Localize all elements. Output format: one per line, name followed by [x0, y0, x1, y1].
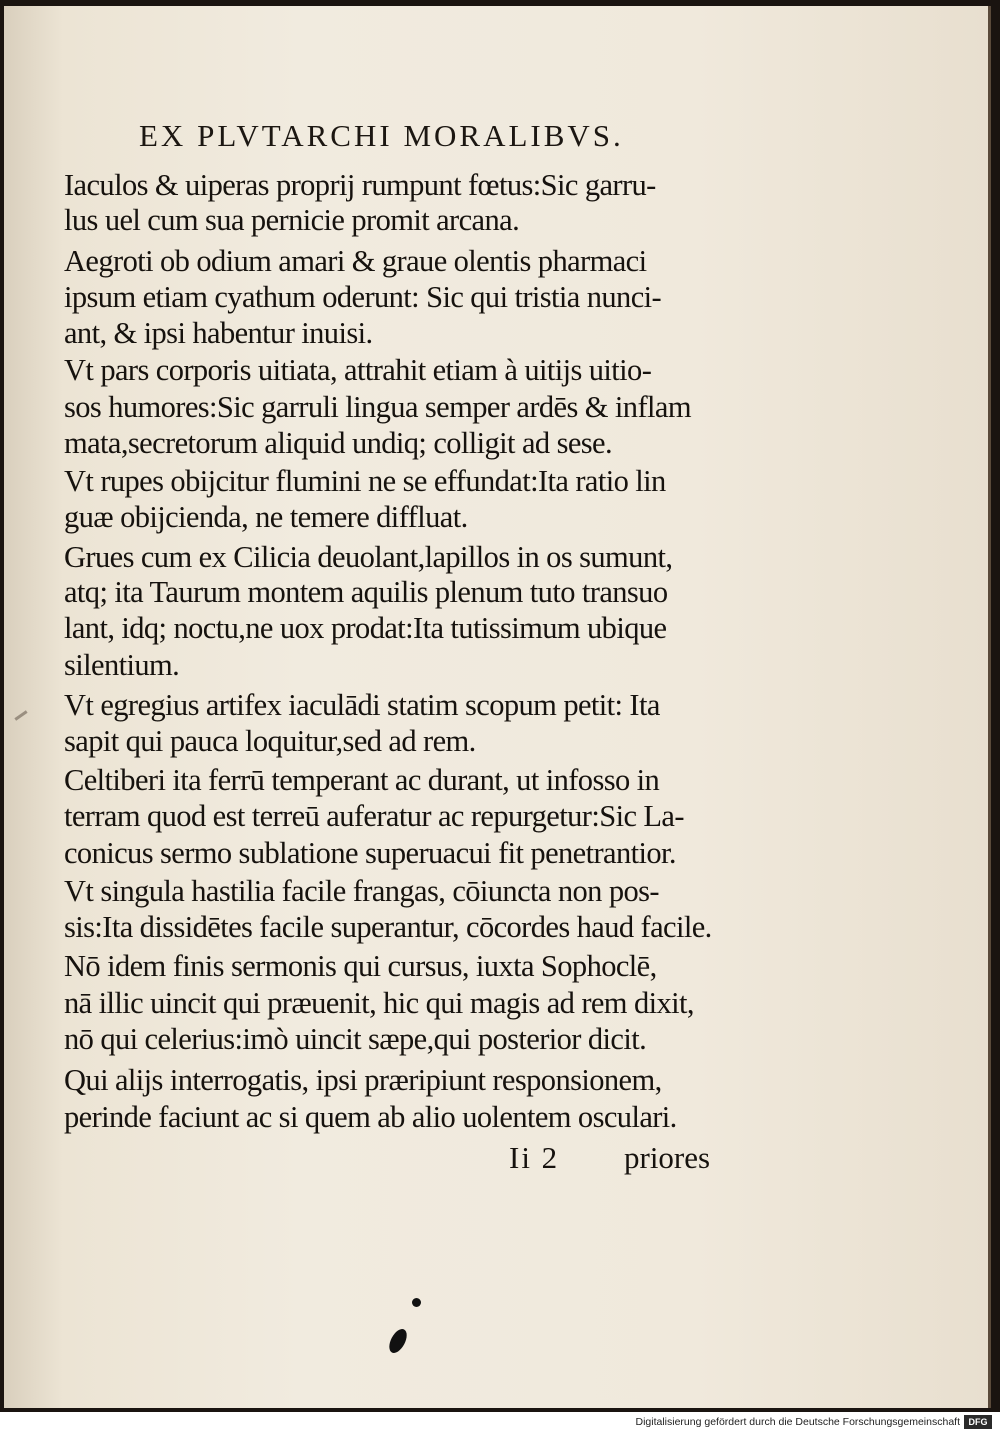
text-line-17: Celtiberi ita ferrū temperant ac durant, ut infosso in — [64, 763, 660, 797]
text-line-24: nō qui celerius:imò uincit sæpe,qui posterior dicit. — [64, 1022, 647, 1056]
margin-mark — [14, 710, 27, 720]
text-line-9: Vt rupes obijcitur flumini ne se effundat:Ita ratio lin — [64, 464, 666, 498]
text-line-13: lant, idq; noctu,ne uox prodat:Ita tutissimum ubique — [64, 611, 667, 645]
text-line-3: Aegroti ob odium amari & graue olentis pharmaci — [64, 244, 647, 278]
catchword: priores — [624, 1140, 711, 1175]
text-line-18: terram quod est terreū auferatur ac repurgetur:Sic La- — [64, 799, 684, 833]
text-line-1: Iaculos & uiperas proprij rumpunt fœtus:Sic garru- — [64, 168, 656, 202]
book-page — [4, 6, 991, 1408]
text-line-12: atq; ita Taurum montem aquilis plenum tuto transuo — [64, 575, 668, 609]
text-line-14: silentium. — [64, 648, 180, 682]
text-line-11: Grues cum ex Cilicia deuolant,lapillos in os sumunt, — [64, 540, 673, 574]
dfg-logo: DFG — [964, 1415, 992, 1429]
text-line-23: nā illic uincit qui præuenit, hic qui magis ad rem dixit, — [64, 986, 694, 1020]
text-line-20: Vt singula hastilia facile frangas, cōiuncta non pos- — [64, 874, 659, 908]
text-line-8: mata,secretorum aliquid undiq; colligit ad sese. — [64, 426, 613, 460]
text-line-6: Vt pars corporis uitiata, attrahit etiam à uitijs uitio- — [64, 353, 652, 387]
text-line-15: Vt egregius artifex iaculādi statim scopum petit: Ita — [64, 688, 660, 722]
running-head: EX PLVTARCHI MORALIBVS. — [139, 118, 624, 153]
text-line-7: sos humores:Sic garruli lingua semper ardēs & inflam — [64, 390, 691, 424]
text-line-25: Qui alijs interrogatis, ipsi præripiunt responsionem, — [64, 1063, 662, 1097]
digitization-credit: Digitalisierung gefördert durch die Deutsche Forschungsgemeinschaft — [635, 1416, 960, 1428]
text-line-5: ant, & ipsi habentur inuisi. — [64, 316, 373, 350]
text-line-16: sapit qui pauca loquitur,sed ad rem. — [64, 724, 476, 758]
text-line-26: perinde faciunt ac si quem ab alio uolentem osculari. — [64, 1100, 677, 1134]
text-line-2: lus uel cum sua pernicie promit arcana. — [64, 203, 520, 237]
text-line-19: conicus sermo sublatione superuacui fit penetrantior. — [64, 836, 676, 870]
text-line-4: ipsum etiam cyathum oderunt: Sic qui tristia nunci- — [64, 280, 662, 314]
text-line-21: sis:Ita dissidētes facile superantur, cōcordes haud facile. — [64, 910, 712, 944]
signature-mark: Ii 2 — [509, 1140, 560, 1175]
text-line-22: Nō idem finis sermonis qui cursus, iuxta Sophoclē, — [64, 949, 657, 983]
ink-blot — [386, 1326, 411, 1356]
text-line-10: guæ obijcienda, ne temere diffluat. — [64, 500, 468, 534]
ink-dot — [412, 1298, 421, 1307]
